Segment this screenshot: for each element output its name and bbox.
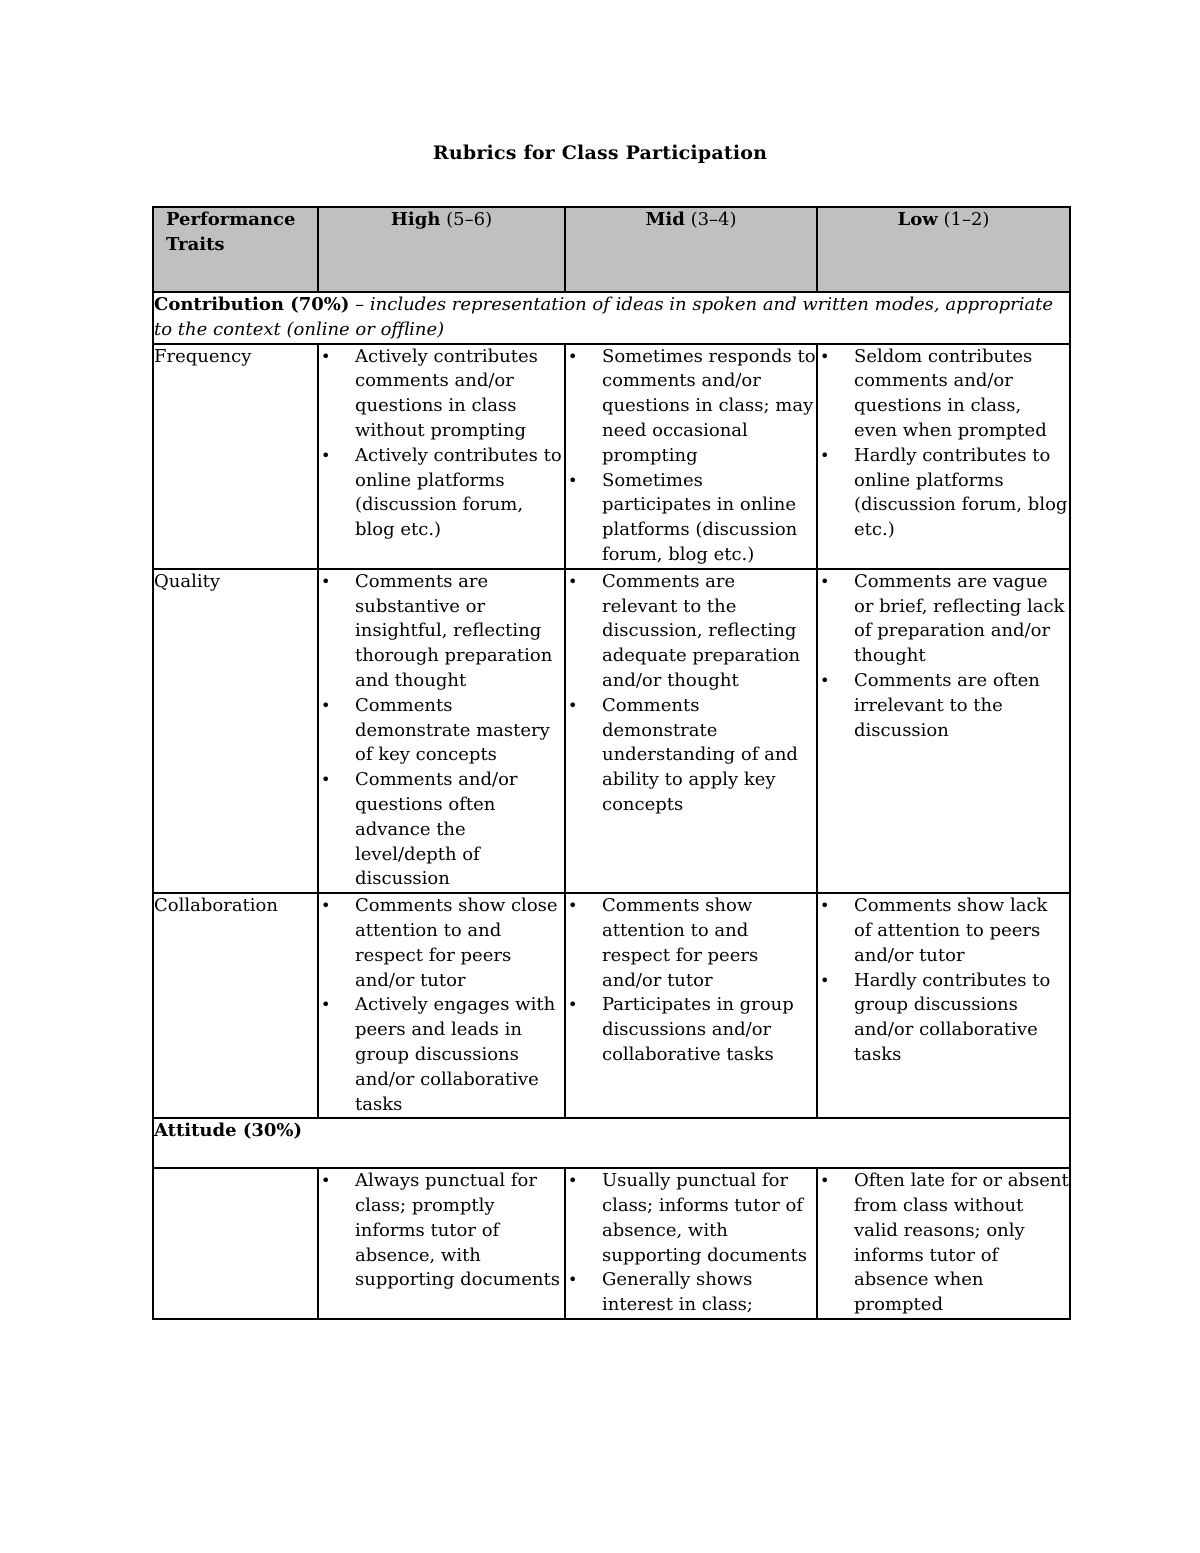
criterion-item	[566, 993, 816, 1067]
criterion-text: Actively contributes comments and/or questions in class without prompting	[355, 345, 538, 441]
criterion-item	[319, 768, 564, 892]
criterion-item	[319, 444, 564, 543]
attitude-title: Attitude (30%)	[154, 1120, 303, 1142]
bullet-icon: •	[568, 896, 578, 916]
criterion-item	[566, 894, 816, 993]
header-performance-traits: Performance Traits	[153, 207, 318, 292]
criterion-text: Comments are relevant to the discussion, reflecting adequate preparation and/or thought	[602, 570, 801, 691]
header-mid-range: (3–4)	[690, 209, 737, 230]
criterion-text: Hardly contributes to online platforms (discussion forum, blog etc.)	[854, 444, 1068, 541]
criterion-text: Comments are substantive or insightful, reflecting thorough preparation and thought	[355, 570, 553, 691]
rubric-row-frequency	[153, 344, 1070, 569]
contribution-title: Contribution (70%)	[154, 294, 350, 315]
header-row	[153, 207, 1070, 292]
criterion-text: Comments show lack of attention to peers and/or tutor	[854, 895, 1048, 966]
criterion-text: Hardly contributes to group discussions and/or collaborative tasks	[854, 969, 1051, 1065]
frequency-mid-cell	[565, 344, 817, 569]
criterion-text: Comments show close attention to and respect for peers and/or tutor	[355, 895, 558, 991]
criterion-text: Comments demonstrate understanding of and ability to apply key concepts	[602, 694, 798, 815]
attitude-section	[153, 1118, 1070, 1168]
criterion-text: Sometimes participates in online platforms (discussion forum, blog etc.)	[602, 469, 798, 565]
bullet-icon: •	[820, 445, 830, 465]
criterion-text: Generally shows interest in class;	[602, 1269, 753, 1316]
bullet-icon: •	[820, 571, 830, 591]
contribution-section	[153, 292, 1070, 344]
criterion-text: Actively engages with peers and leads in group discussions and/or collaborative tasks	[355, 994, 556, 1115]
bullet-icon: •	[820, 1171, 830, 1191]
rubric-row-collaboration	[153, 893, 1070, 1118]
criterion-text: Comments are often irrelevant to the discussion	[854, 669, 1040, 741]
rubric-row-attitude	[153, 1168, 1070, 1319]
header-high-label: High	[390, 209, 441, 230]
bullet-icon: •	[568, 695, 578, 715]
bullet-icon: •	[820, 970, 830, 990]
criterion-item	[566, 1268, 816, 1318]
trait-attitude	[153, 1168, 318, 1319]
criterion-item	[319, 570, 564, 694]
criterion-text: Always punctual for class; promptly informs tutor of absence, with supporting documents	[355, 1170, 560, 1291]
contribution-dash: –	[349, 294, 370, 315]
criterion-text: Seldom contributes comments and/or questions in class, even when prompted	[854, 345, 1047, 441]
criterion-text: Usually punctual for class; informs tutor of absence, with supporting documents	[602, 1170, 807, 1266]
bullet-icon: •	[568, 571, 578, 591]
collaboration-mid-cell	[565, 893, 817, 1118]
criterion-item	[818, 570, 1069, 669]
bullet-icon: •	[568, 346, 578, 366]
header-low-range: (1–2)	[943, 209, 990, 230]
contribution-section-row	[153, 292, 1070, 344]
attitude-low-cell	[817, 1168, 1070, 1319]
bullet-icon: •	[321, 571, 331, 591]
bullet-icon: •	[568, 1270, 578, 1290]
header-low	[817, 207, 1070, 292]
collaboration-high-cell	[318, 893, 565, 1118]
bullet-icon: •	[321, 346, 331, 366]
attitude-high-cell	[318, 1168, 565, 1319]
criterion-text: Comments show attention to and respect for peers and/or tutor	[602, 895, 759, 991]
criterion-item	[566, 694, 816, 818]
criterion-text: Actively contributes to online platforms (discussion forum, blog etc.)	[355, 444, 562, 541]
criterion-item	[818, 444, 1069, 543]
criterion-item	[319, 345, 564, 444]
bullet-icon: •	[568, 470, 578, 490]
attitude-mid-cell	[565, 1168, 817, 1319]
attitude-section-row	[153, 1118, 1070, 1168]
contribution-description: includes representation of ideas in spoken and written modes, appropriate to the context (online or offline)	[154, 294, 1054, 340]
bullet-icon: •	[321, 995, 331, 1015]
header-high	[318, 207, 565, 292]
header-low-label: Low	[897, 209, 938, 230]
criterion-item	[818, 1169, 1069, 1318]
quality-mid-cell	[565, 569, 817, 893]
header-mid	[565, 207, 817, 292]
criterion-item	[319, 694, 564, 768]
bullet-icon: •	[321, 695, 331, 715]
criterion-text: Comments and/or questions often advance the level/depth of discussion	[355, 769, 518, 890]
criterion-item	[818, 345, 1069, 444]
frequency-low-cell	[817, 344, 1070, 569]
criterion-item	[818, 969, 1069, 1068]
quality-low-cell	[817, 569, 1070, 893]
criterion-item	[319, 1169, 564, 1293]
criterion-text: Often late for or absent from class without valid reasons; only informs tutor of absence when prompted	[854, 1170, 1069, 1316]
criterion-text: Sometimes responds to comments and/or questions in class; may need occasional prompting	[602, 345, 816, 466]
bullet-icon: •	[321, 896, 331, 916]
criterion-item	[818, 894, 1069, 968]
frequency-high-cell	[318, 344, 565, 569]
criterion-text: Comments demonstrate mastery of key concepts	[355, 694, 550, 766]
criterion-text: Comments are vague or brief, reflecting lack of preparation and/or thought	[854, 570, 1065, 667]
rubric-row-quality	[153, 569, 1070, 893]
bullet-icon: •	[321, 1171, 331, 1191]
criterion-item	[566, 570, 816, 694]
criterion-item	[319, 993, 564, 1117]
page-title: Rubrics for Class Participation	[432, 142, 768, 164]
trait-frequency: Frequency	[153, 344, 318, 569]
bullet-icon: •	[568, 1171, 578, 1191]
criterion-item	[566, 1169, 816, 1268]
criterion-text: Participates in group discussions and/or collaborative tasks	[602, 994, 794, 1065]
quality-high-cell	[318, 569, 565, 893]
criterion-item	[566, 469, 816, 568]
criterion-item	[818, 669, 1069, 743]
trait-collaboration: Collaboration	[153, 893, 318, 1118]
criterion-item	[566, 345, 816, 469]
bullet-icon: •	[568, 995, 578, 1015]
trait-quality: Quality	[153, 569, 318, 893]
bullet-icon: •	[321, 445, 331, 465]
bullet-icon: •	[820, 346, 830, 366]
rubric-table	[152, 206, 1071, 1320]
criterion-item	[319, 894, 564, 993]
bullet-icon: •	[820, 896, 830, 916]
bullet-icon: •	[820, 670, 830, 690]
collaboration-low-cell	[817, 893, 1070, 1118]
header-mid-label: Mid	[645, 209, 685, 230]
bullet-icon: •	[321, 770, 331, 790]
header-high-range: (5–6)	[446, 209, 493, 230]
